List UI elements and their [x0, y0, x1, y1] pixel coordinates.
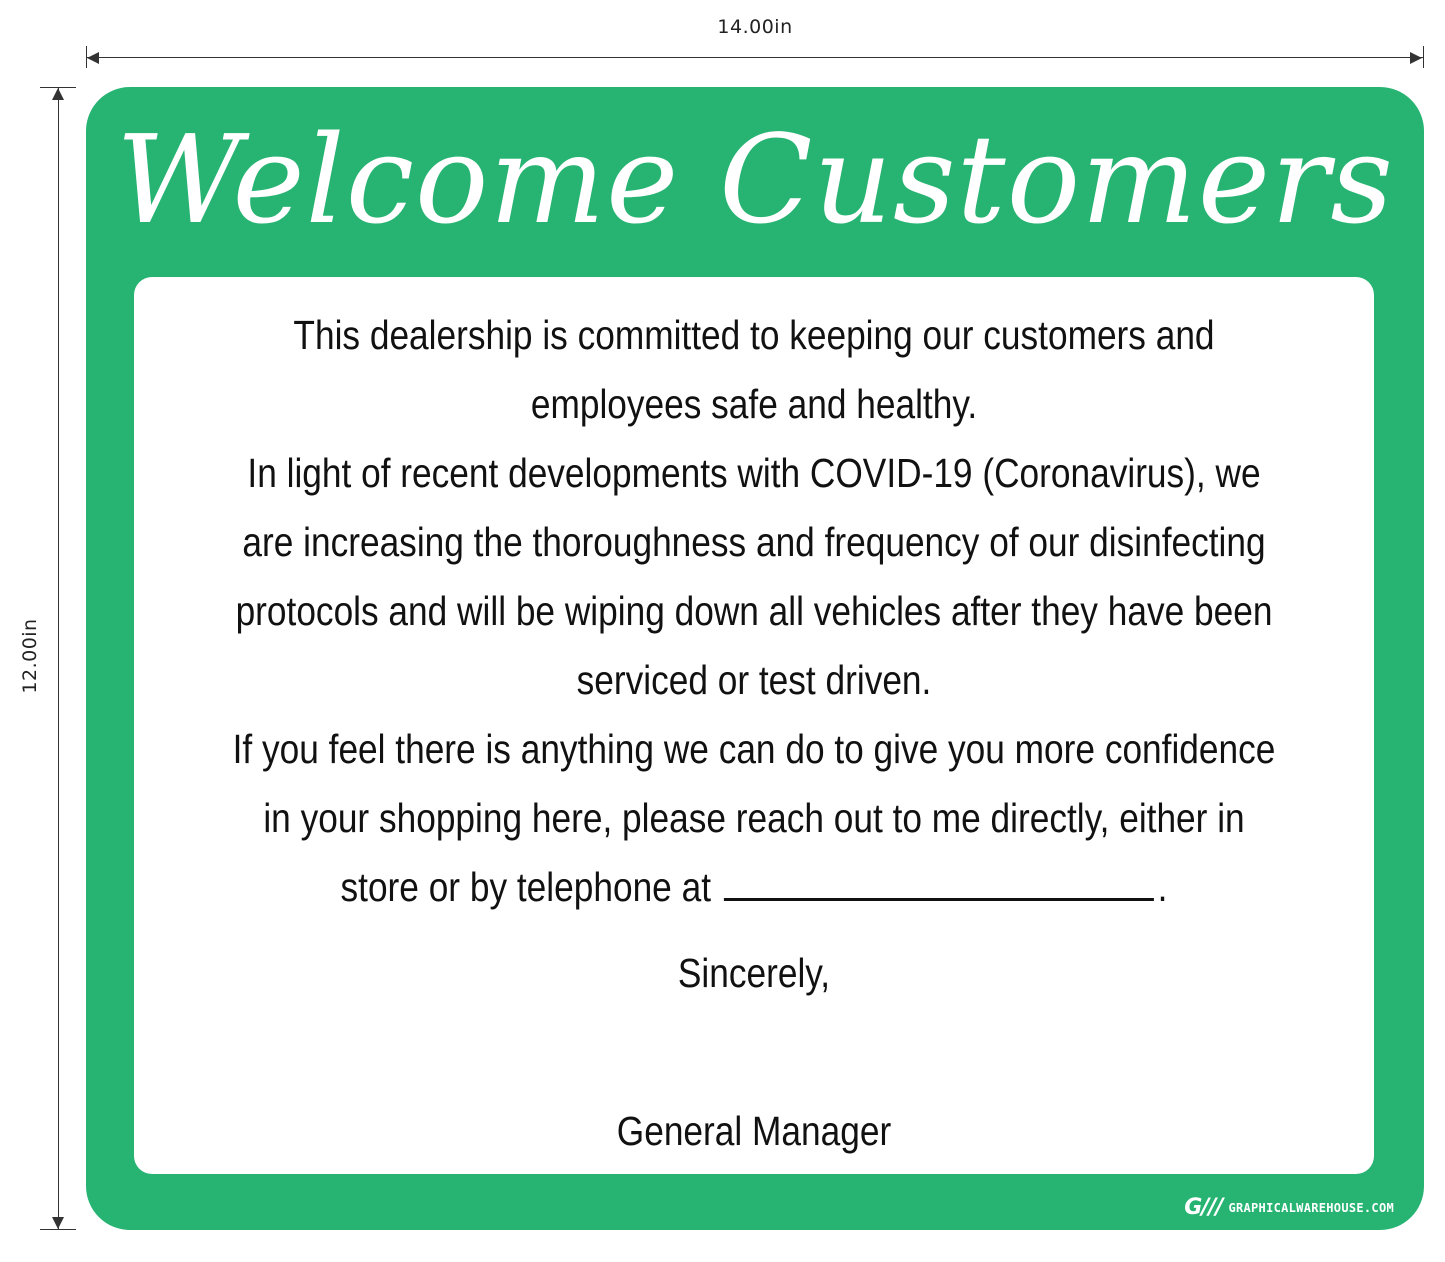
sign — [86, 87, 1424, 1230]
paragraph-contact — [229, 715, 1278, 922]
brand — [1184, 1195, 1394, 1220]
arrow-left-icon — [87, 52, 99, 64]
signature: General Manager — [616, 1108, 892, 1154]
sign-title: Welcome Customers — [116, 109, 1394, 251]
paragraph-covid: In light of recent developments with COVID-19 (Coronavirus), we are increasing the thoroughness and frequency of our disinfecting protocols and will be wiping down all vehicles after they have been serviced or test driven. — [235, 450, 1273, 703]
closing: Sincerely, — [677, 950, 831, 996]
paragraph-commitment: This dealership is committed to keeping our customers and employees safe and healthy. — [293, 312, 1215, 427]
contact-text: If you feel there is anything we can do to give you more confidence in your shopping here, please reach out to me directly, either in store or by telephone at — [232, 726, 1276, 910]
width-dimension-label: 14.00in — [717, 16, 793, 38]
message-body — [229, 301, 1278, 922]
height-dimension-label: 12.00in — [19, 618, 41, 694]
contact-suffix: . — [1157, 864, 1168, 910]
telephone-blank-line — [724, 858, 1154, 901]
brand-logo-icon: G/// — [1184, 1195, 1223, 1220]
width-dimension-line — [86, 57, 1424, 58]
brand-url: GRAPHICALWAREHOUSE.COM — [1228, 1200, 1394, 1215]
height-dimension-line — [58, 87, 59, 1230]
arrow-down-icon — [52, 1217, 64, 1229]
arrow-right-icon — [1410, 52, 1422, 64]
arrow-up-icon — [52, 88, 64, 100]
message-panel — [134, 277, 1374, 1174]
